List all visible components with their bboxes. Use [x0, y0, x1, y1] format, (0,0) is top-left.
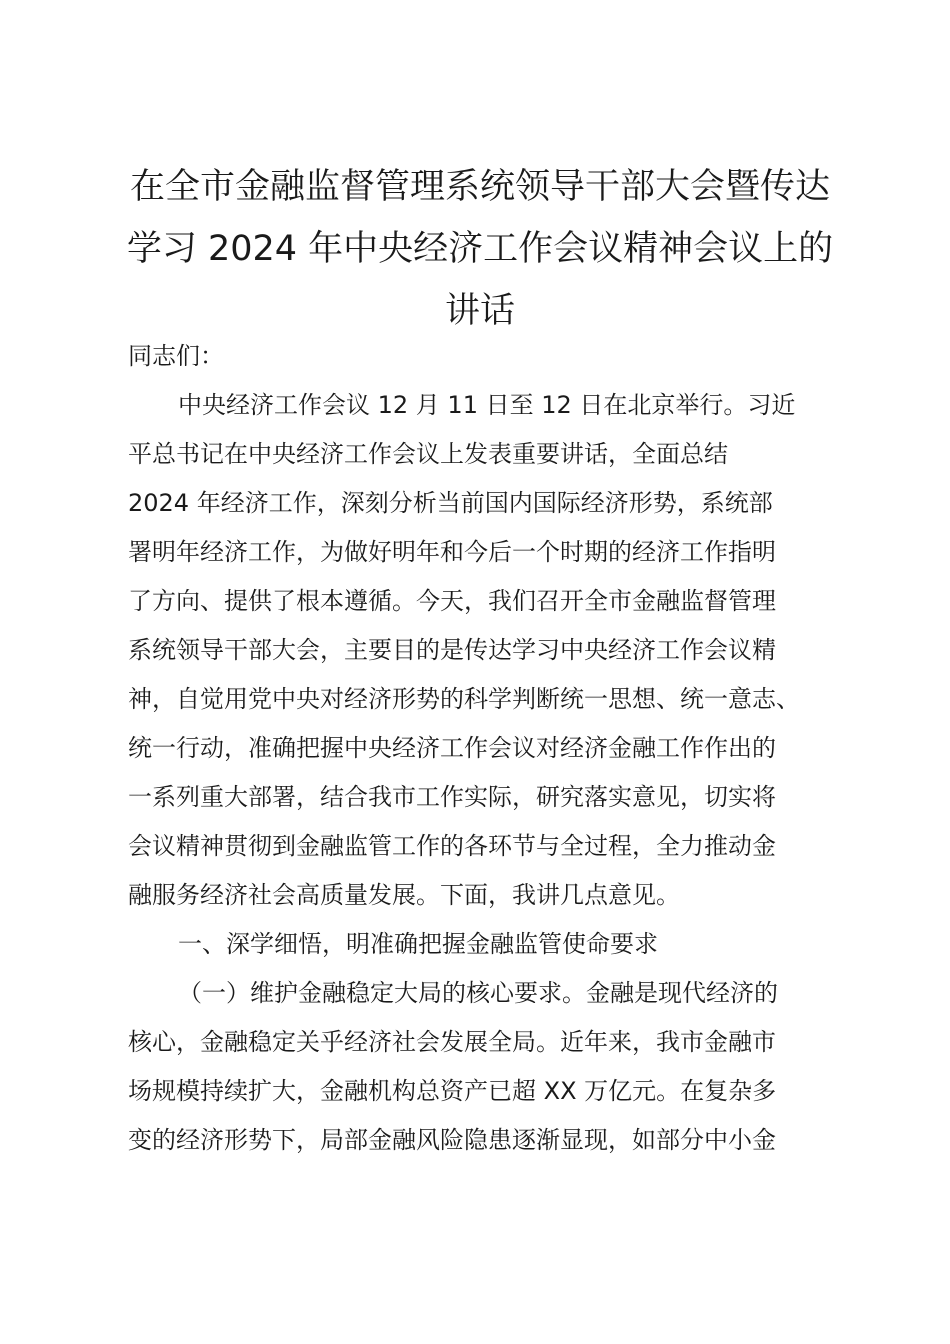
text-line: 神，自觉用党中央对经济形势的科学判断统一思想、统一意志、 [128, 685, 800, 713]
text-line: 署明年经济工作，为做好明年和今后一个时期的经济工作指明 [128, 538, 776, 566]
text-line: 中央经济工作会议 12 月 11 日至 12 日在北京举行。习近 [178, 391, 796, 419]
paragraph-intro [128, 381, 840, 920]
text-line: 系统领导干部大会，主要目的是传达学习中央经济工作会议精 [128, 636, 776, 664]
text-line: 核心，金融稳定关乎经济社会发展全局。近年来，我市金融市 [128, 1028, 776, 1056]
title-line: 讲话 [444, 291, 515, 331]
text-line: 融服务经济社会高质量发展。下面，我讲几点意见。 [128, 881, 680, 909]
text-line: 会议精神贯彻到金融监管工作的各环节与全过程，全力推动金 [128, 832, 776, 860]
text-line: 2024 年经济工作，深刻分析当前国内国际经济形势，系统部 [128, 489, 773, 517]
text-line: 了方向、提供了根本遵循。今天，我们召开全市金融监督管理 [128, 587, 776, 615]
text-line: 变的经济形势下，局部金融风险隐患逐渐显现，如部分中小金 [128, 1126, 776, 1154]
text-line: （一）维护金融稳定大局的核心要求。金融是现代经济的 [178, 979, 778, 1007]
title-line: 学习 2024 年中央经济工作会议精神会议上的 [126, 229, 834, 269]
section-heading [128, 920, 840, 969]
document-body [128, 332, 840, 1165]
document-title [110, 156, 850, 342]
salutation: 同志们： [128, 342, 224, 370]
text-line: 统一行动，准确把握中央经济工作会议对经济金融工作作出的 [128, 734, 776, 762]
text-line: 场规模持续扩大，金融机构总资产已超 XX 万亿元。在复杂多 [128, 1077, 777, 1105]
heading-line: 一、深学细悟，明准确把握金融监管使命要求 [178, 930, 658, 958]
paragraph-section-1 [128, 969, 840, 1165]
text-line: 一系列重大部署，结合我市工作实际，研究落实意见，切实将 [128, 783, 776, 811]
text-line: 平总书记在中央经济工作会议上发表重要讲话，全面总结 [128, 440, 728, 468]
title-line: 在全市金融监督管理系统领导干部大会暨传达 [129, 167, 830, 207]
